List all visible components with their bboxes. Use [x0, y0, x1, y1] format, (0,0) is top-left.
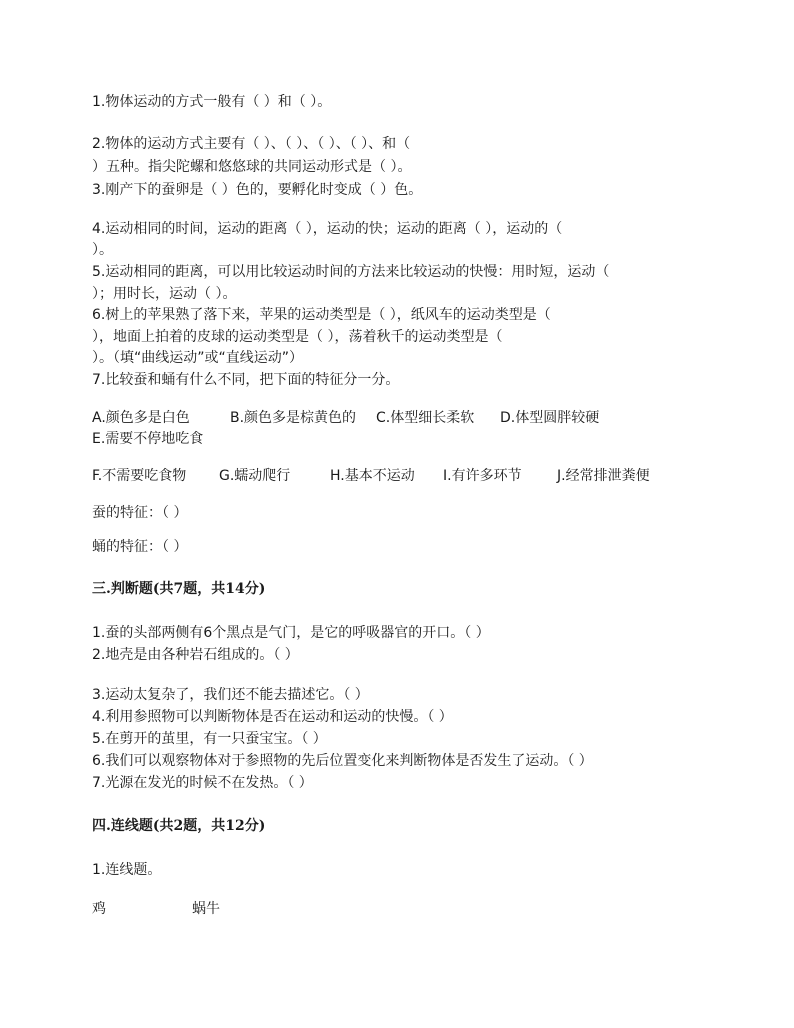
match-right-item: 蜗牛: [192, 901, 220, 917]
judge-item-6: 6.我们可以观察物体对于参照物的先后位置变化来判断物体是否发生了运动。（ ）: [92, 753, 593, 769]
judge-item-5: 5.在剪开的茧里，有一只蚕宝宝。（ ）: [92, 731, 327, 747]
option-j: J.经常排泄粪便: [557, 468, 650, 484]
fill-q2-line1: 2.物体的运动方式主要有（ ）、（ ）、（ ）、（ ）、和（: [92, 136, 411, 152]
match-left-item: 鸡: [92, 901, 106, 917]
judge-item-4: 4.利用参照物可以判断物体是否在运动和运动的快慢。（ ）: [92, 709, 453, 725]
option-f: F.不需要吃食物: [92, 468, 187, 484]
fill-q6-line2: ），地面上拍着的皮球的运动类型是（ ），荡着秋千的运动类型是（: [92, 329, 503, 345]
option-b: B.颜色多是棕黄色的: [230, 410, 357, 426]
option-d: D.体型圆胖较硬: [500, 410, 600, 426]
silkworm-traits: 蚕的特征：（ ）: [92, 505, 188, 521]
fill-q5-line2: ）；用时长，运动（ ）。: [92, 286, 237, 302]
option-h: H.基本不运动: [330, 468, 415, 484]
fill-q2-line2: ）五种。指尖陀螺和悠悠球的共同运动形式是（ ）。: [92, 159, 412, 175]
section-heading-match: 四.连线题(共2题，共12分): [92, 818, 266, 834]
judge-item-2: 2.地壳是由各种岩石组成的。（ ）: [92, 647, 299, 663]
fill-q3: 3.刚产下的蚕卵是（ ）色的，要孵化时变成（ ）色。: [92, 182, 423, 198]
options-row-3: [92, 466, 712, 486]
fill-q1: 1.物体运动的方式一般有（ ）和（ ）。: [92, 94, 332, 110]
fill-q4-line2: ）。: [92, 242, 113, 258]
judge-item-3: 3.运动太复杂了，我们还不能去描述它。（ ）: [92, 687, 369, 703]
option-e: E.需要不停地吃食: [92, 431, 204, 447]
option-g: G.蠕动爬行: [219, 468, 291, 484]
section-heading-judge: 三.判断题(共7题，共14分): [92, 581, 266, 597]
judge-item-1: 1.蚕的头部两侧有6个黑点是气门，是它的呼吸器官的开口。（ ）: [92, 625, 490, 641]
pupa-traits: 蛹的特征：（ ）: [92, 539, 188, 555]
fill-q4-line1: 4.运动相同的时间，运动的距离（ ），运动的快；运动的距离（ ），运动的（: [92, 221, 563, 237]
fill-q6-line3: ）。（填“曲线运动”或“直线运动”）: [92, 350, 304, 366]
option-i: I.有许多环节: [443, 468, 522, 484]
fill-q6-line1: 6.树上的苹果熟了落下来，苹果的运动类型是（ ），纸风车的运动类型是（: [92, 307, 551, 323]
judge-item-7: 7.光源在发光的时候不在发热。（ ）: [92, 775, 313, 791]
match-q1: 1.连线题。: [92, 862, 162, 878]
fill-q7: 7.比较蚕和蛹有什么不同，把下面的特征分一分。: [92, 372, 400, 388]
option-a: A.颜色多是白色: [92, 410, 190, 426]
fill-q5-line1: 5.运动相同的距离，可以用比较运动时间的方法来比较运动的快慢：用时短，运动（: [92, 264, 610, 280]
options-row-1: [92, 408, 712, 428]
option-c: C.体型细长柔软: [376, 410, 475, 426]
